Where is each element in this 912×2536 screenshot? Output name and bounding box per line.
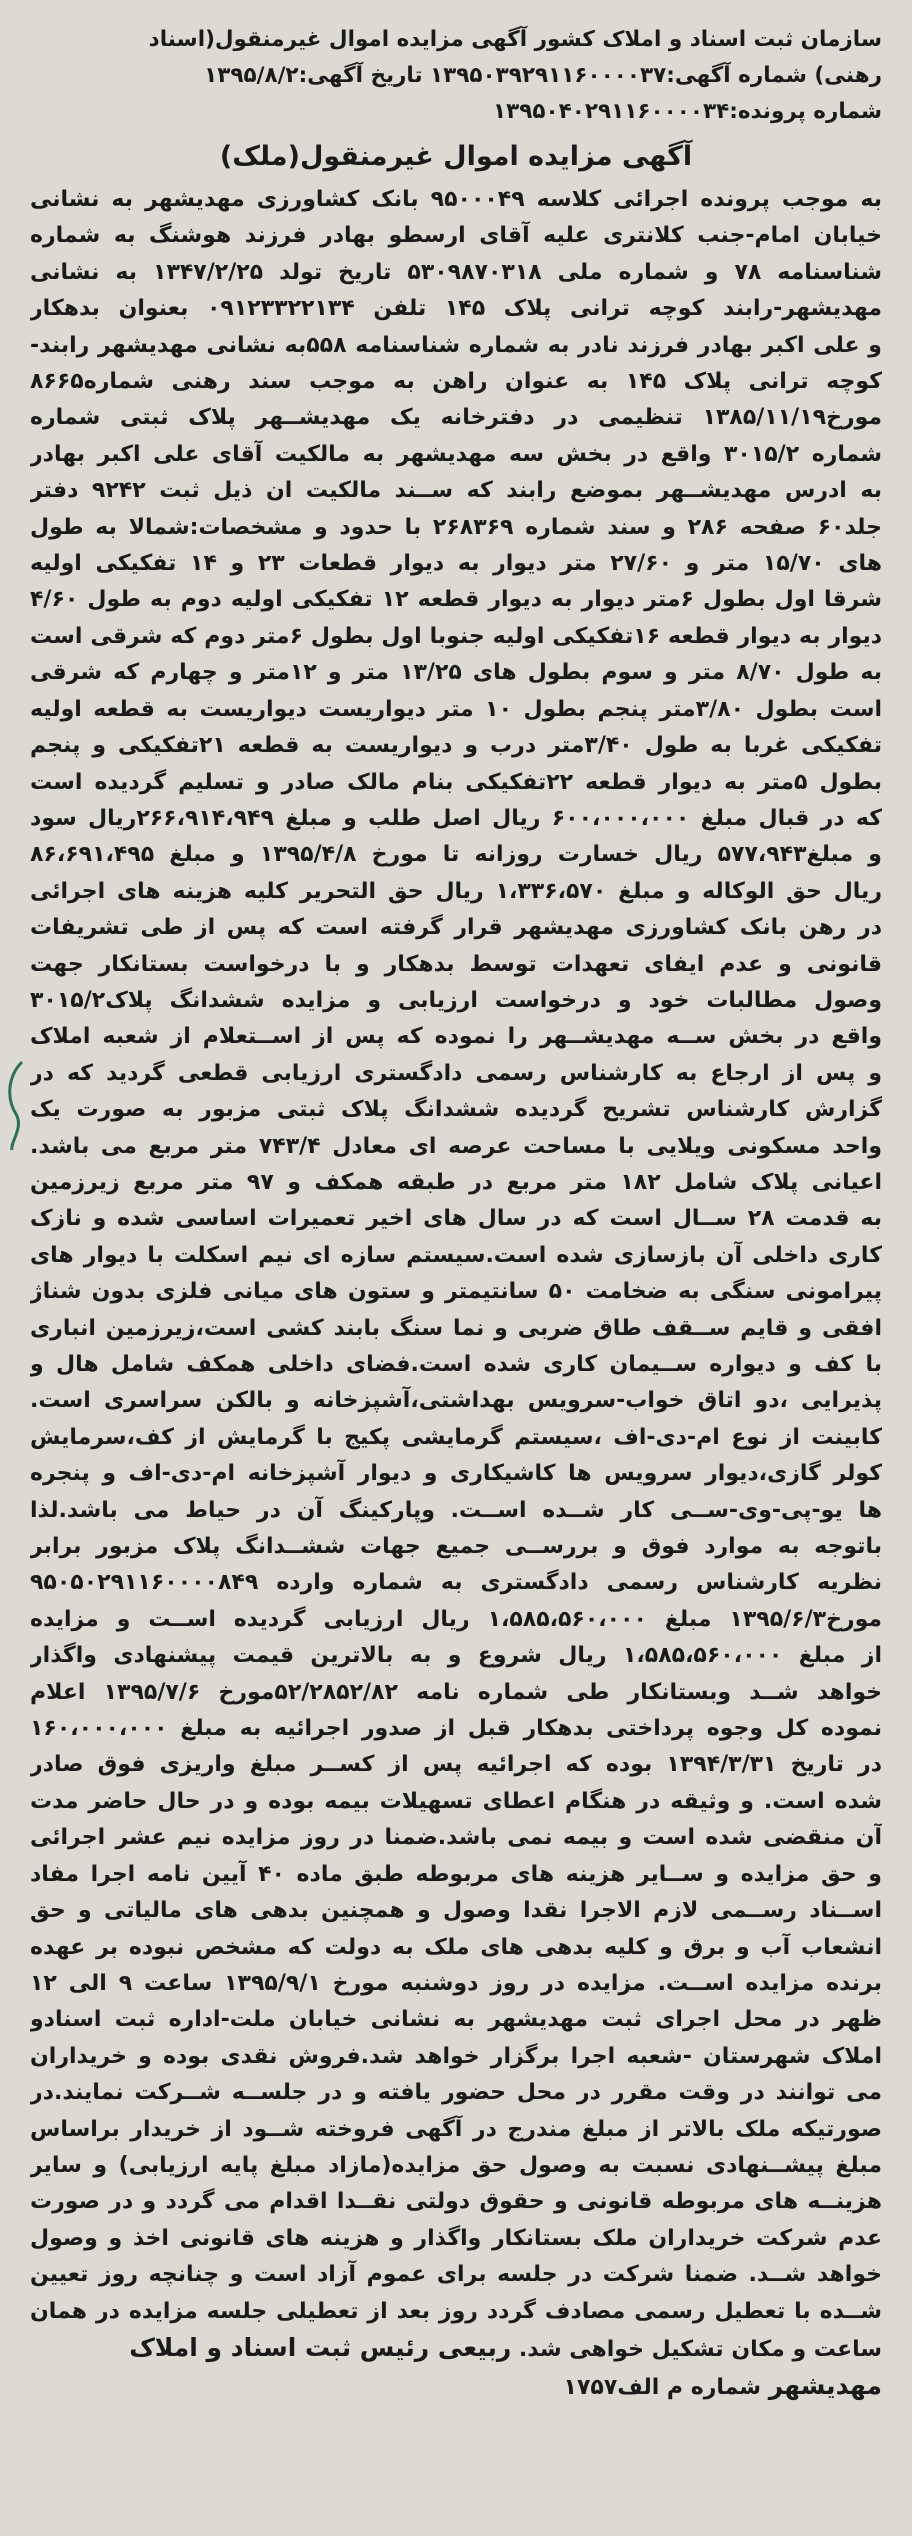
body-line: واحد مسکونی ویلایی با مساحت عرصه ای معادل ۷۴۳/۴ متر مربع می باشد.	[30, 1133, 882, 1159]
body-line: شناسنامه ۷۸ و شماره ملی ۵۳۰۹۸۷۰۳۱۸ تاریخ تولد ۱۳۴۷/۲/۲۵ به نشانی	[30, 259, 882, 285]
body-line: ظهر در محل اجرای ثبت مهدیشهر به نشانی خیابان ملت-اداره ثبت اسنادو	[30, 2007, 882, 2033]
body-line: خواهد شــد. ضمنا شرکت در جلسه برای عموم آزاد است و چنانچه روز تعیین	[30, 2262, 882, 2288]
body-line: از مبلغ ۱،۵۸۵،۵۶۰،۰۰۰ ریال شروع و به بالاترین قیمت پیشنهادی واگذار	[30, 1643, 882, 1669]
body-line: و پس از ارجاع به کارشناس رسمی دادگستری ارزیابی قطعی گردید که در	[30, 1060, 882, 1086]
header-case-number: شماره پرونده:۱۳۹۵۰۴۰۲۹۱۱۶۰۰۰۰۳۴	[493, 99, 882, 124]
body-line: اســناد رســمی لازم الاجرا نقدا وصول و همچنین بدهی های مالیاتی و حق	[30, 1898, 882, 1924]
body-line: گزارش کارشناس تشریح گردیده ششدانگ پلاک ثبتی مزبور به صورت یک	[30, 1097, 882, 1123]
body-line: های ۱۵/۷۰ متر و ۲۷/۶۰ متر دیوار به دیوار قطعات ۲۳ و ۱۴ تفکیکی اولیه	[30, 551, 882, 577]
body-line: می توانند در وقت مقرر در محل حضور یافته و در جلســه شــرکت نمایند.در	[30, 2080, 882, 2106]
body-line: مورخ۱۳۸۵/۱۱/۱۹ تنظیمی در دفترخانه یک مهدیشــهر پلاک ثبتی شماره	[30, 405, 882, 431]
body-line: خواهد شــد وبستانکار طی شماره نامه ۵۲/۲۸۵۲/۸۲مورخ ۱۳۹۵/۷/۶ اعلام	[30, 1679, 882, 1705]
header-notice-number: رهنی) شماره آگهی:۱۳۹۵۰۳۹۲۹۱۱۶۰۰۰۰۳۷ تاریخ آگهی:۱۳۹۵/۸/۲	[204, 63, 882, 88]
body-line: کوچه ترانی پلاک ۱۴۵ به عنوان راهن به موجب سند رهنی شماره۸۶۶۵	[30, 369, 882, 395]
header-organization: سازمان ثبت اسناد و املاک کشور آگهی مزایده اموال غیرمنقول(اسناد	[148, 27, 882, 52]
ink-mark	[2, 1058, 26, 1153]
body-line: بطول ۵متر به دیوار قطعه ۲۲تفکیکی بنام مالک صادر و تسلیم گردیده است	[30, 769, 882, 795]
body-line: شماره ۳۰۱۵/۲ واقع در بخش سه مهدیشهر به مالکیت آقای علی اکبر بهادر	[30, 441, 882, 467]
body-line: تفکیکی غربا به طول ۳/۴۰متر درب و دیواریست به قطعه ۲۱تفکیکی و پنجم	[30, 733, 882, 759]
body-line	[30, 2330, 882, 2368]
body-line: دیوار به دیوار قطعه ۱۶تفکیکی اولیه جنوبا اول بطول ۶متر دوم که شرقی است	[30, 623, 882, 649]
body-line: آن منقضی شده است و بیمه نمی باشد.ضمنا در روز مزایده نیم عشر اجرائی	[30, 1825, 882, 1851]
body-line: به طول ۸/۷۰ متر و سوم بطول های ۱۳/۲۵ متر و ۱۲متر و چهارم که شرقی	[30, 660, 882, 686]
body-line: کاری داخلی آن بازسازی شده است.سیستم سازه ای نیم اسکلت با دیوار های	[30, 1242, 882, 1268]
body-line: ها یو-پی-وی-ســی کار شــده اســت. وپارکینگ آن در حیاط می باشد.لذا	[30, 1497, 882, 1523]
body-line: شده است. و وثیقه در هنگام اعطای تسهیلات بیمه بوده و در حال حاضر مدت	[30, 1788, 882, 1814]
body-line: قانونی و عدم ایفای تعهدات توسط بدهکار و با درخواست بستانکار جهت	[30, 951, 882, 977]
body-line: که در قبال مبلغ ۶۰۰،۰۰۰،۰۰۰ ریال اصل طلب و مبلغ ۲۶۶،۹۱۴،۹۴۹ریال سود	[30, 805, 882, 831]
signature-title: ربیعی رئیس ثبت اسناد و املاک	[129, 2332, 512, 2362]
body-line: هزینــه های مربوطه قانونی و حقوق دولتی نقــدا اقدام می گردد و در صورت	[30, 2189, 882, 2215]
body-line: صورتیکه ملک بالاتر از مبلغ مندرج در آگهی فروخته شــود از خریدار براساس	[30, 2116, 882, 2142]
body-line: و حق مزایده و ســایر هزینه های مربوطه طبق ماده ۴۰ آیین نامه اجرا مفاد	[30, 1861, 882, 1887]
body-line: ریال حق الوکاله و مبلغ ۱،۳۳۶،۵۷۰ ریال حق التحریر کلیه هزینه های اجرائی	[30, 878, 882, 904]
body-line: جلد۶۰ صفحه ۲۸۶ و سند شماره ۲۶۸۳۶۹ با حدود و مشخصات:شمالا به طول	[30, 514, 882, 540]
body-line: در رهن بانک کشاورزی مهدیشهر قرار گرفته است که پس از طی تشریفات	[30, 915, 882, 941]
body-line: پیرامونی سنگی به ضخامت ۵۰ سانتیمتر و ستون های میانی فلزی بدون شناژ	[30, 1279, 882, 1305]
body-line: و علی اکبر بهادر فرزند نادر به شماره شناسنامه ۵۵۸به نشانی مهدیشهر رابند-	[30, 332, 882, 358]
body-line: شرقا اول بطول ۶متر دیوار به دیوار قطعه ۱۲ تفکیکی اولیه دوم به طول ۴/۶۰	[30, 587, 882, 613]
body-line: در تاریخ ۱۳۹۴/۳/۳۱ بوده که اجرائیه پس از کســر مبلغ واریزی فوق صادر	[30, 1752, 882, 1778]
body-line: نظریه کارشناس رسمی دادگستری به شماره وارده ۹۵۰۵۰۲۹۱۱۶۰۰۰۰۸۴۹	[30, 1570, 882, 1596]
body-line: وصول مطالبات خود و درخواست ارزیابی و مزایده ششدانگ پلاک۳۰۱۵/۲	[30, 987, 882, 1013]
body-line: عدم شرکت خریداران ملک بستانکار واگذار و هزینه های قانونی اخذ و وصول	[30, 2225, 882, 2251]
body-line: اعیانی پلاک شامل ۱۸۲ متر مربع در طبقه همکف و ۹۷ متر مربع زیرزمین	[30, 1169, 882, 1195]
signature-city: مهدیشهر	[768, 2371, 882, 2401]
signature-line	[30, 2368, 882, 2406]
body-line: مورخ۱۳۹۵/۶/۳ مبلغ ۱،۵۸۵،۵۶۰،۰۰۰ ریال ارزیابی گردیده اســت و مزایده	[30, 1606, 882, 1632]
body-line: افقی و قایم ســقف طاق ضربی و نما سنگ بابند کشی است،زیرزمین انباری	[30, 1315, 882, 1341]
notice-header	[30, 22, 882, 130]
body-line: به قدمت ۲۸ ســال است که در سال های اخیر تعمیرات اساسی شده و نازک	[30, 1206, 882, 1232]
body-line: به موجب پرونده اجرائی کلاسه ۹۵۰۰۰۴۹ بانک کشاورزی مهدیشهر به نشانی	[30, 187, 882, 212]
body-line: شــده با تعطیل رسمی مصادف گردد روز بعد از تعطیلی جلسه مزایده در همان	[30, 2298, 882, 2324]
body-line: انشعاب آب و برق و کلیه بدهی های ملک به دولت که مشخص نبوده بر عهده	[30, 1934, 882, 1960]
body-line: به ادرس مهدیشــهر بموضع رابند که ســند مالکیت ان ذیل ثبت ۹۲۴۲ دفتر	[30, 478, 882, 504]
body-line: با کف و دیواره ســیمان کاری شده است.فضای داخلی همکف شامل هال و	[30, 1352, 882, 1377]
body-line: پذیرایی ،دو اتاق خواب-سرویس بهداشتی،آشپزخانه و بالکن سراسری است.	[30, 1388, 882, 1414]
body-line: برنده مزایده اســت. مزایده در روز دوشنبه مورخ ۱۳۹۵/۹/۱ ساعت ۹ الی ۱۲	[30, 1970, 882, 1996]
body-line: کولر گازی،دیوار سرویس ها کاشیکاری و دیوار آشپزخانه ام-دی-اف و پنجره	[30, 1461, 882, 1487]
body-line: کابینت از نوع ام-دی-اف ،سیستم گرمایشی پکیج با گرمایش از کف،سرمایش	[30, 1424, 882, 1450]
body-line: باتوجه به موارد فوق و بررســی جمیع جهات ششــدانگ پلاک مزبور برابر	[30, 1534, 882, 1560]
notice-body	[30, 182, 882, 2407]
body-line: است بطول ۳/۸۰متر پنجم بطول ۱۰ متر دیواریست دیواریست به قطعه اولیه	[30, 696, 882, 722]
signature-number: شماره م الف۱۷۵۷	[563, 2375, 762, 2401]
closing-sentence: ساعت و مکان تشکیل خواهی شد.	[518, 2336, 882, 2362]
body-line: خیابان امام-جنب کلانتری علیه آقای ارسطو بهادر فرزند هوشنگ به شماره	[30, 223, 882, 249]
body-line: مبلغ پیشــنهادی نسبت به وصول حق مزایده(مازاد مبلغ پایه ارزیابی) و سایر	[30, 2152, 882, 2178]
body-line: و مبلغ۵۷۷،۹۴۳ ریال خسارت روزانه تا مورخ ۱۳۹۵/۴/۸ و مبلغ ۸۶،۶۹۱،۴۹۵	[30, 842, 882, 868]
body-line: واقع در بخش ســه مهدیشــهر را نموده که پس از اســتعلام از شعبه املاک	[30, 1024, 882, 1050]
body-line: املاک شهرستان -شعبه اجرا برگزار خواهد شد.فروش نقدی بوده و خریداران	[30, 2043, 882, 2069]
body-line: نموده کل وجوه پرداختی بدهکار قبل از صدور اجرائیه به مبلغ ۱۶۰،۰۰۰،۰۰۰	[30, 1716, 882, 1742]
notice-title: آگهی مزایده اموال غیرمنقول(ملک)	[219, 141, 693, 172]
body-line: مهدیشهر-رابند کوچه ترانی پلاک ۱۴۵ تلفن ۰۹۱۲۳۳۲۲۱۳۴ بعنوان بدهکار	[30, 296, 882, 322]
